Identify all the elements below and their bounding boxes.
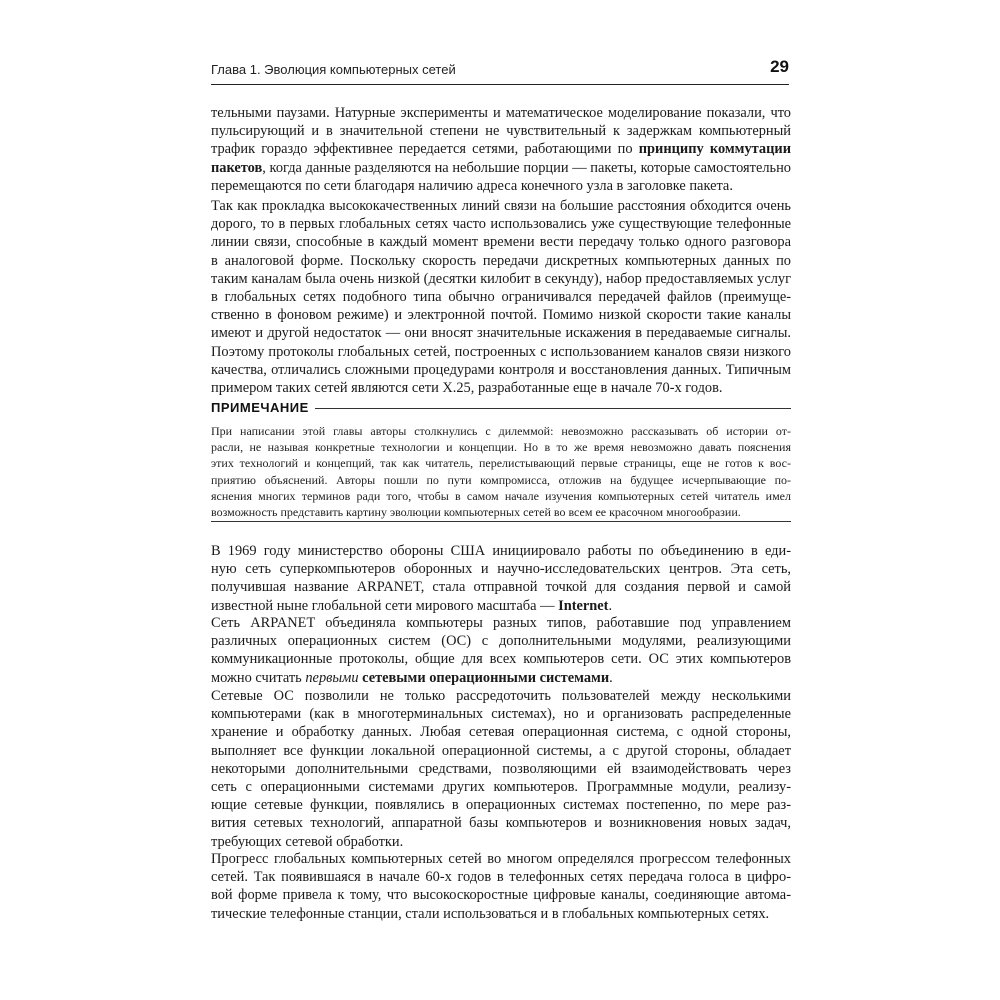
text-line: пульсирующий и в значительной степени не чувствительный к задержкам компьютерный — [211, 123, 791, 140]
text-line: качества, отличались сложными процедурами контроля и восстановления данных. Типичным — [211, 361, 791, 378]
text-line: Прогресс глобальных компьютерных сетей во многом определялся прогрессом телефонных — [211, 851, 791, 867]
text-line: перемещаются по сети благодаря наличию адреса конечного узла в заголовке пакета. — [211, 177, 733, 194]
bold-term: Internet — [558, 597, 609, 614]
text-line: получившая название ARPANET, стала отправной точкой для создания первой и самой — [211, 579, 791, 596]
text-line: можно считать первыми сетевыми операционными системами. — [211, 669, 613, 686]
text-line: в глобальных сетях подобного типа обычно ограничивался передачей файлов (преимуще- — [211, 289, 791, 306]
text-line: примером таких сетей являются сети X.25, разработанные еще в начале 70-х годов. — [211, 380, 723, 397]
text-line: в аналоговой форме. Поскольку скорость передачи дискретных компьютерных данных по — [211, 252, 791, 269]
text-line: Сеть ARPANET объединяла компьютеры разных типов, работавшие под управлением — [211, 615, 791, 631]
page-number: 29 — [770, 57, 789, 76]
note-line: этих технологий и концепций, так как читатель, перелистывающий первые страницы, еще не готов к вос- — [211, 456, 791, 471]
text-line: имеют и другой недостаток — они вносят значительные искажения в передаваемые сигналы. — [211, 325, 791, 342]
text-line: сетей. Так появившаяся в начале 60-х годов в телефонных сетях передача голоса в цифро- — [211, 869, 791, 886]
note-line: При написании этой главы авторы столкнулись с дилеммой: невозможно рассказывать об истории от- — [211, 424, 791, 438]
text-line: ющие сетевые функции, появлялись в операционных системах постепенно, по мере раз- — [211, 797, 791, 814]
text-line: линии связи, способные в каждый момент времени вести передачу только одного разговора — [211, 234, 791, 251]
bold-term: пакетов — [211, 159, 263, 176]
note-body — [211, 423, 791, 520]
text-line: Сетевые ОС позволили не только рассредоточить пользователей между несколькими — [211, 688, 791, 704]
text-line: ную сеть суперкомпьютеров оборонных и научно-исследовательских центров. Эта сеть, — [211, 561, 791, 578]
text-line: различных операционных систем (ОС) с дополнительными модулями, реализующими — [211, 633, 791, 650]
italic-term: первыми — [305, 669, 359, 686]
chapter-title: Глава 1. Эволюция компьютерных сетей — [211, 62, 456, 77]
text-line: трафик гораздо эффективнее передается сетями, работающими по принципу коммутации — [211, 141, 791, 158]
text-line: коммуникационные протоколы, общие для всех компьютеров сети. ОС этих компьютеров — [211, 651, 791, 668]
note-line: приятию объяснений. Авторы пошли по пути компромисса, отложив на будущее исчерпывающие по- — [211, 472, 791, 487]
text-line: дорого, то в первых глобальных сетях часто использовались уже существующие телефонные — [211, 216, 791, 233]
text-line: пакетов, когда данные разделяются на небольшие порции — пакеты, которые самостоятельно — [211, 159, 791, 176]
paragraph-4 — [211, 614, 791, 687]
text-line: тельными паузами. Натурные эксперименты и математическое моделирование показали, что — [211, 105, 791, 121]
note-line: расли, не называя конкретные технологии и концепции. Но в то же время невозможно давать пояснения — [211, 440, 791, 455]
paragraph-1 — [211, 104, 791, 195]
text-line: Поэтому протоколы глобальных сетей, построенных с использованием каналов связи низкого — [211, 343, 791, 360]
note-line: возможность представить картину эволюции компьютерных сетей во всем ее красочном многообразии. — [211, 505, 741, 520]
text-line: Так как прокладка высококачественных линий связи на большие расстояния обходится очень — [211, 198, 791, 214]
note-title: ПРИМЕЧАНИЕ — [211, 400, 315, 415]
text-line: таким каналам была очень низкой (десятки килобит в секунду), набор предоставляемых услуг — [211, 270, 791, 287]
text-line: некоторыми дополнительными средствами, позволяющими ей взаимодействовать через — [211, 760, 791, 777]
paragraph-3 — [211, 542, 791, 615]
note-bottom-rule — [211, 521, 791, 522]
bold-term: принципу коммутации — [638, 141, 791, 158]
text-line: вития сетевых технологий, аппаратной базы компьютеров и возникновения новых задач, — [211, 815, 791, 832]
text-line: хранение и обработку данных. Любая сетевая операционная система, с одной стороны, — [211, 724, 791, 741]
text-line: сеть с операционными системами других компьютеров. Программные модули, реализу- — [211, 779, 791, 796]
paragraph-5 — [211, 687, 791, 851]
bold-term: сетевыми операционными системами — [362, 669, 610, 686]
text-line: известной ныне глобальной сети мирового масштаба — Internet. — [211, 597, 613, 614]
note-header — [211, 400, 791, 416]
running-header — [211, 57, 789, 85]
text-line: выполняет все функции локальной операционной системы, а с другой стороны, обладает — [211, 742, 791, 759]
note-rule — [313, 408, 791, 409]
text-line: вой форме привела к тому, что высокоскоростные цифровые каналы, соединяющие автома- — [211, 887, 791, 904]
text-line: В 1969 году министерство обороны США инициировало работы по объединению в еди- — [211, 543, 791, 559]
text-line: тические телефонные станции, стали использоваться и в глобальных компьютерных сетях. — [211, 905, 770, 922]
note-line: яснения многих терминов ради того, чтобы в самом начале изучения компьютерных сетей читатель имел — [211, 488, 791, 503]
text-line: требующих сетевой обработки. — [211, 833, 404, 850]
text-line: компьютерами (как в многотерминальных системах), но и организовать распределенные — [211, 706, 791, 723]
paragraph-6 — [211, 850, 791, 923]
paragraph-2 — [211, 197, 791, 397]
text-line: ственно в фоновом режиме) и электронной почтой. Помимо низкой скорости такие каналы — [211, 307, 791, 324]
